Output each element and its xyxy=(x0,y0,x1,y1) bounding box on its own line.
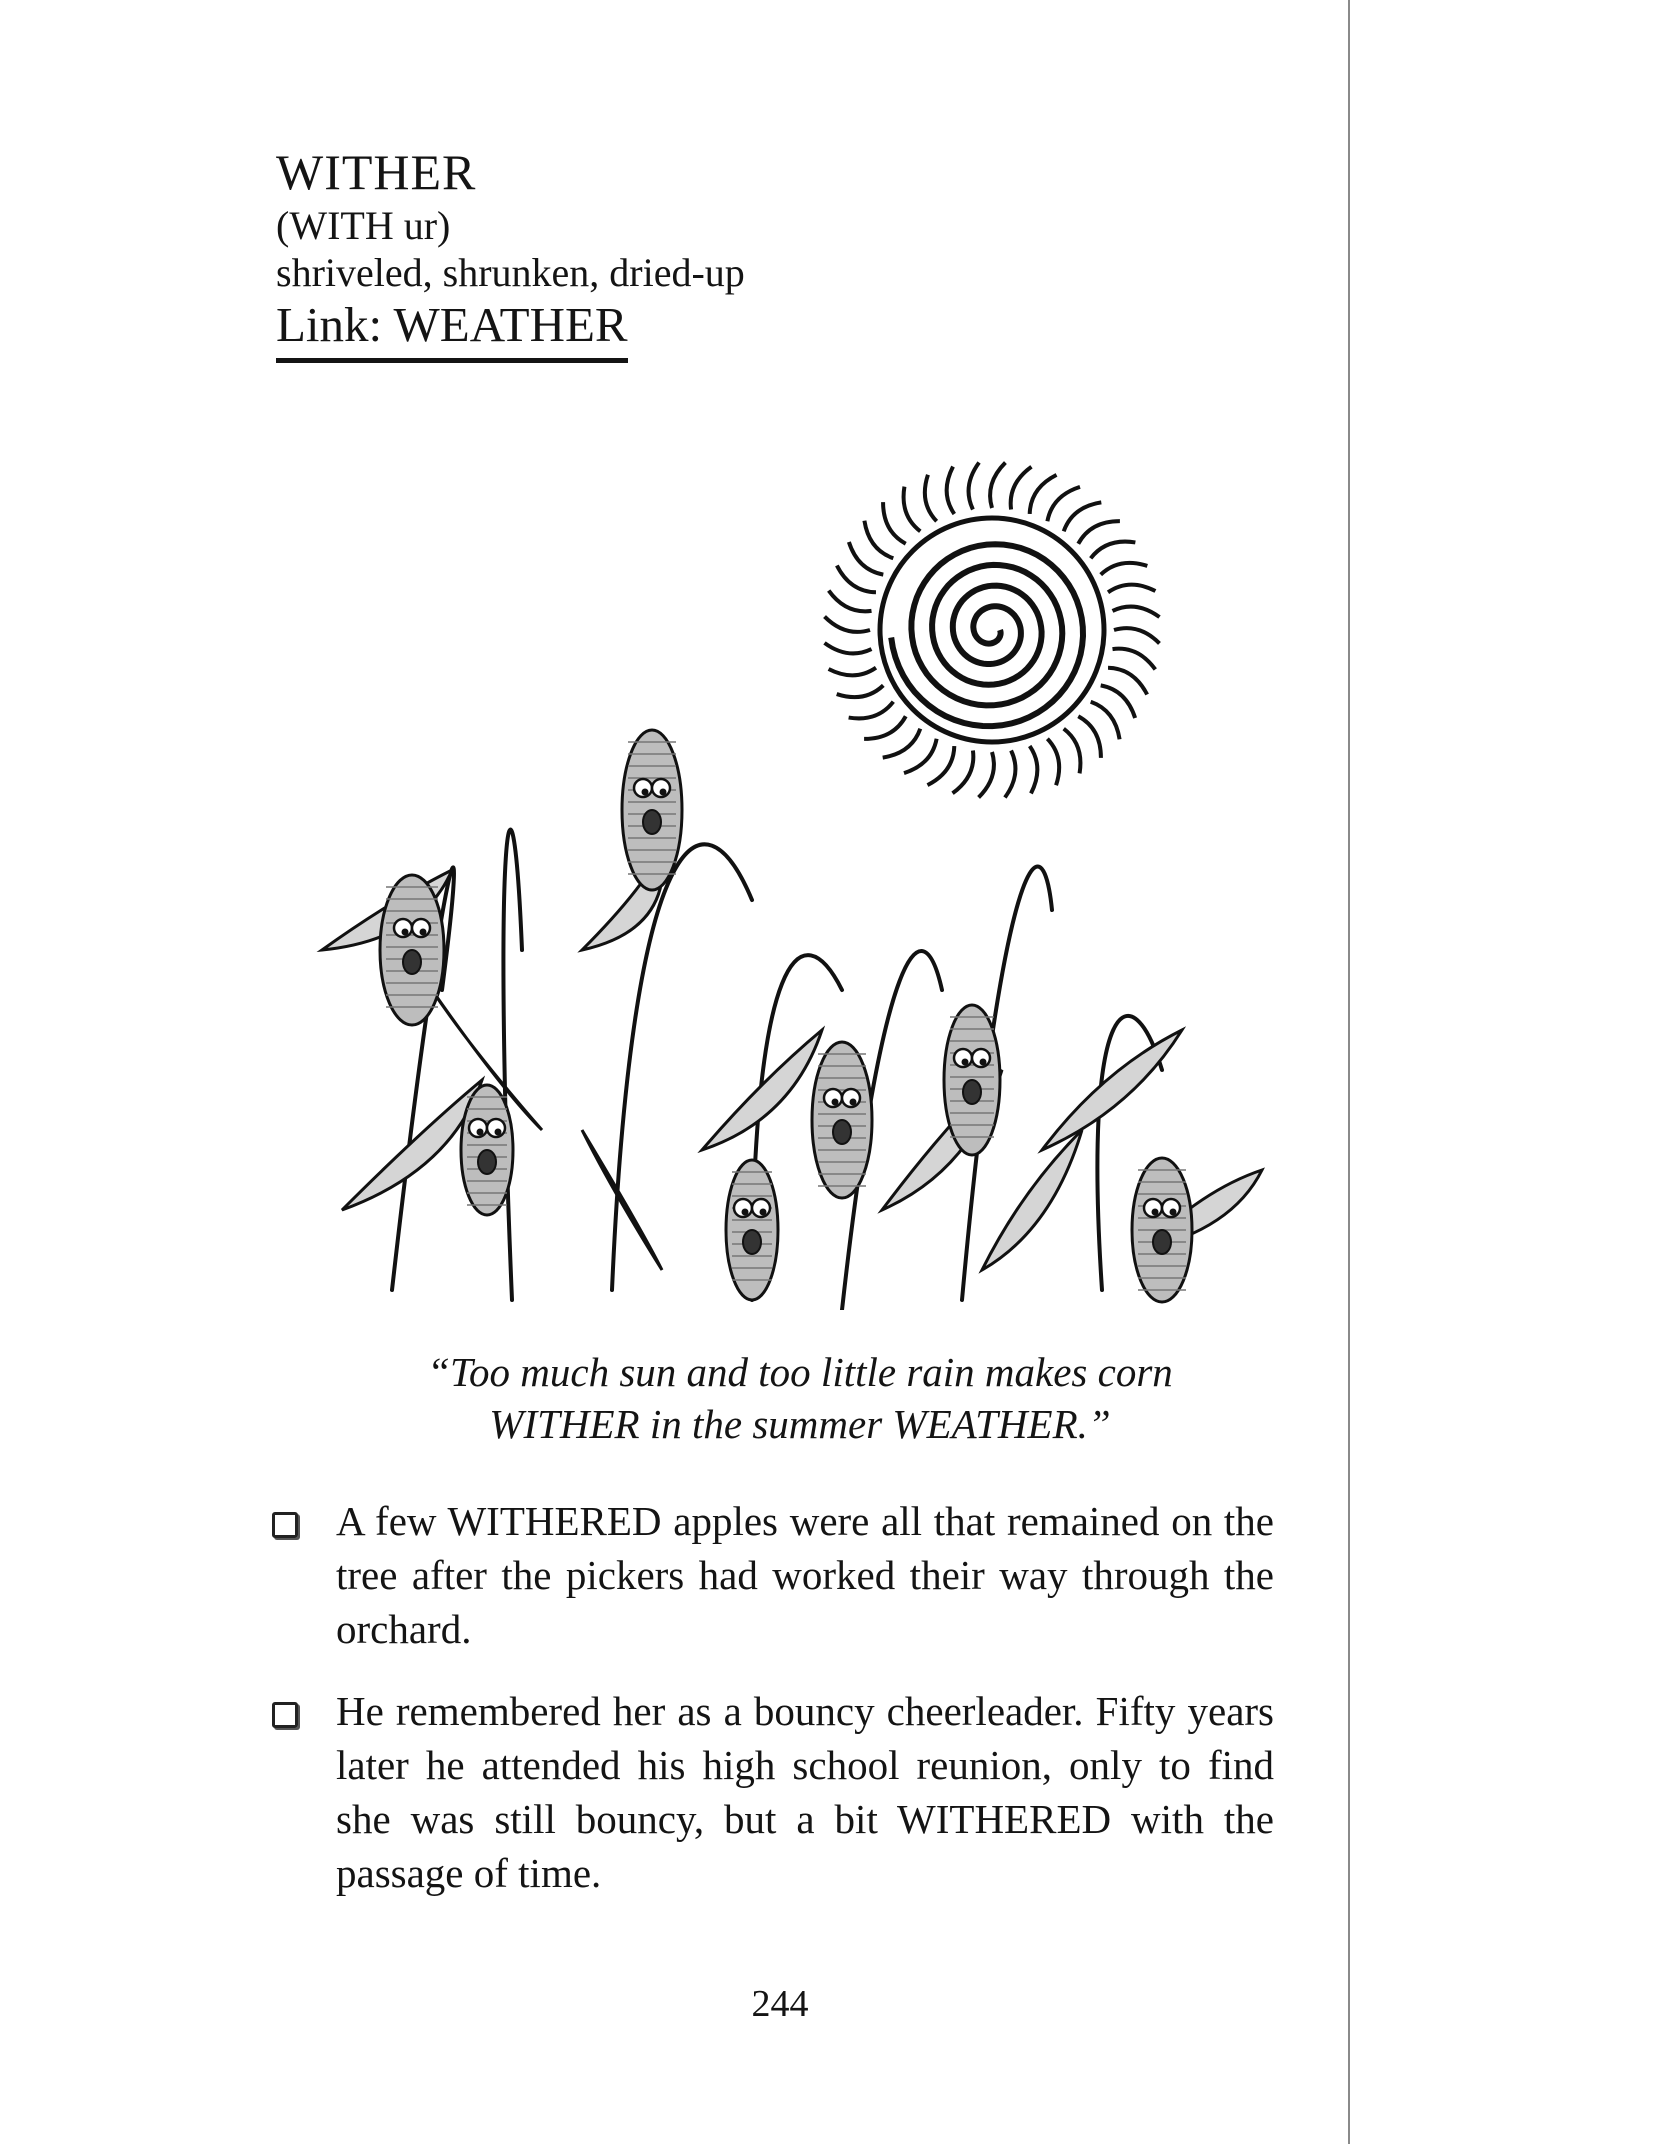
sun-icon xyxy=(824,462,1159,797)
vocab-entry xyxy=(276,142,876,363)
pronunciation: (WITH ur) xyxy=(276,203,451,248)
example-list xyxy=(272,1494,1274,1928)
checkbox-icon[interactable] xyxy=(272,1512,298,1538)
checkbox-icon[interactable] xyxy=(272,1702,298,1728)
example-text: A few WITHERED apples were all that remained on the tree after the pickers had worked their way through the orchard. xyxy=(336,1498,1274,1652)
withered-corn-illustration xyxy=(282,430,1292,1310)
caption-line-1: “Too much sun and too little rain makes corn xyxy=(427,1349,1173,1395)
headword: WITHER xyxy=(276,144,477,200)
example-item xyxy=(272,1684,1274,1900)
example-text: He remembered her as a bouncy cheerleader. Fifty years later he attended his high school reunion, only to find she was still bouncy, but a bit WITHERED with the passage of time. xyxy=(336,1688,1274,1896)
link-word: Link: WEATHER xyxy=(276,296,628,363)
caption-line-2: WITHER in the summer WEATHER.” xyxy=(489,1401,1111,1447)
definition: shriveled, shrunken, dried-up xyxy=(276,250,745,295)
example-item xyxy=(272,1494,1274,1656)
illustration-caption xyxy=(300,1346,1300,1450)
page-edge-rule xyxy=(1348,0,1350,2144)
corn-leaves xyxy=(322,850,1262,1270)
page-number: 244 xyxy=(751,1983,809,2025)
